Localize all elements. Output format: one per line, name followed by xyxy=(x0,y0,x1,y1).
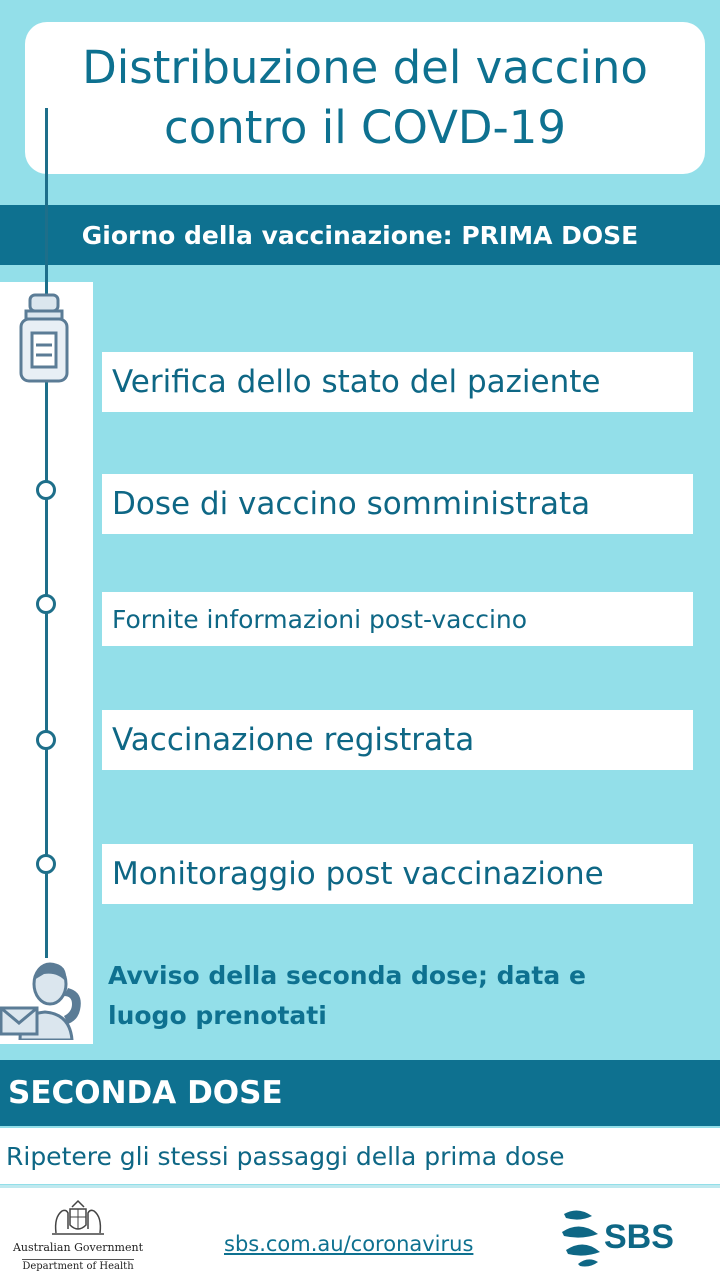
step-label: Fornite informazioni post-vaccino xyxy=(112,604,528,634)
coat-of-arms-icon xyxy=(48,1199,108,1237)
step-post-vaccine-monitoring xyxy=(102,844,693,904)
title-card xyxy=(25,22,705,174)
step-label: Dose di vaccino somministrata xyxy=(112,486,591,522)
first-dose-banner: Giorno della vaccinazione: PRIMA DOSE xyxy=(0,205,720,265)
vial-icon xyxy=(18,293,70,385)
department-name: Department of Health xyxy=(22,1261,134,1272)
page-title: Distribuzione del vaccino contro il COVD-19 xyxy=(82,41,648,154)
gov-name: Australian Government xyxy=(12,1241,143,1254)
footer-divider xyxy=(0,1185,720,1188)
sbs-logo-text: SBS xyxy=(604,1218,674,1256)
second-dose-banner: SECONDA DOSE xyxy=(0,1060,720,1126)
timeline-dot xyxy=(36,480,56,500)
step-dose-administered xyxy=(102,474,693,534)
timeline-line xyxy=(45,108,48,958)
step-vaccination-registered xyxy=(102,710,693,770)
envelope-icon xyxy=(1,1008,37,1034)
timeline-dot xyxy=(36,730,56,750)
second-dose-notice: Avviso della seconda dose; data e luogo prenotati xyxy=(108,961,586,1030)
second-dose-instructions: Ripetere gli stessi passaggi della prima dose xyxy=(0,1128,720,1184)
step-label: Monitoraggio post vaccinazione xyxy=(112,856,604,892)
step-label: Verifica dello stato del paziente xyxy=(112,364,601,400)
step-patient-check xyxy=(102,352,693,412)
sbs-logo-icon xyxy=(558,1204,698,1268)
step-label: Vaccinazione registrata xyxy=(112,722,475,758)
australian-government-logo xyxy=(8,1199,148,1274)
step-post-vaccine-info xyxy=(102,592,693,646)
coronavirus-link[interactable]: sbs.com.au/coronavirus xyxy=(224,1232,474,1256)
person-phone-icon xyxy=(0,958,90,1040)
timeline-dot xyxy=(36,594,56,614)
timeline-dot xyxy=(36,854,56,874)
